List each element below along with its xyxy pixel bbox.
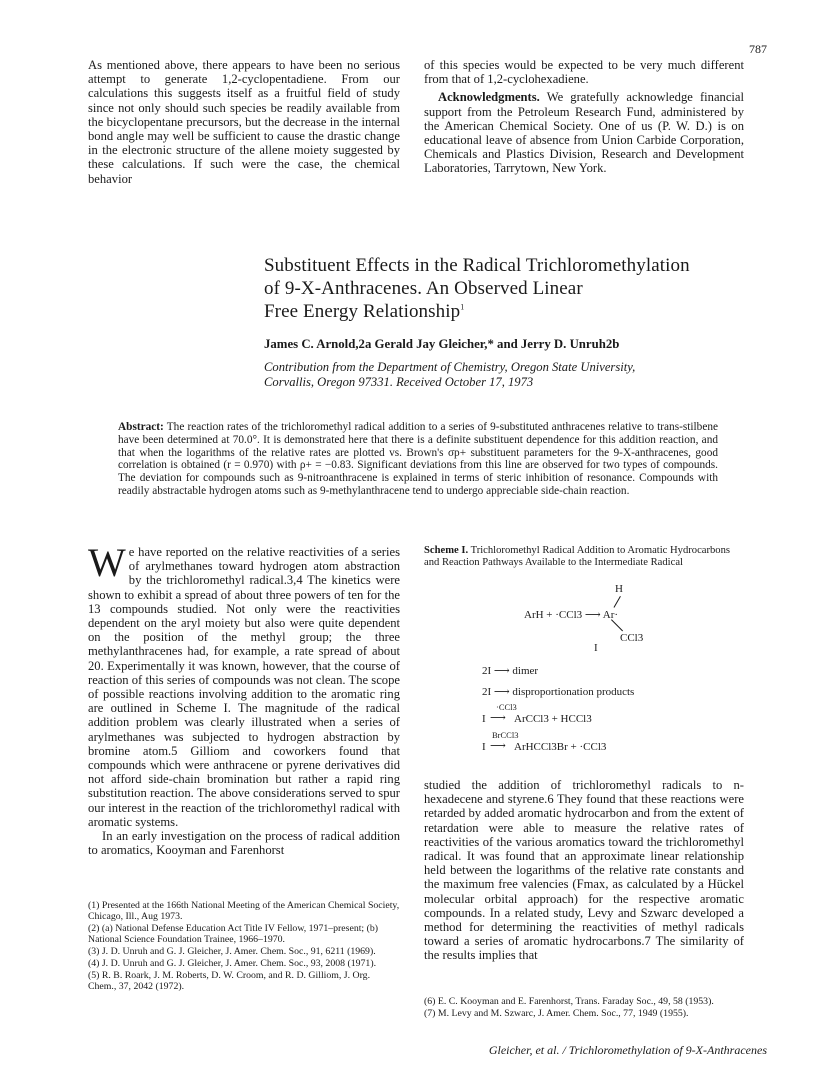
footnote-6: (6) E. C. Kooyman and E. Farenhorst, Trans. Faraday Soc., 49, 58 (1953).	[424, 996, 714, 1007]
title-footnote-mark: 1	[460, 302, 465, 312]
scheme-ccl3: CCl3	[620, 632, 644, 644]
ack-heading: Acknowledgments.	[438, 90, 540, 105]
footnotes-left	[88, 900, 400, 993]
affiliation	[264, 360, 744, 390]
top-right-column	[424, 58, 744, 176]
scheme-eq3: 2I ⟶ disproportionation products	[482, 686, 635, 698]
footnote-5: (5) R. B. Roark, J. M. Roberts, D. W. Croom, and R. D. Gilliom, J. Org. Chem., 37, 2042 (1972).	[88, 970, 371, 992]
scheme-arrow4-label: ·CCl3	[496, 702, 517, 712]
scheme-bond-h	[614, 596, 621, 608]
footnote-3: (3) J. D. Unruh and G. J. Gleicher, J. Amer. Chem. Soc., 91, 6211 (1969).	[88, 946, 376, 957]
running-footer: Gleicher, et al. / Trichloromethylation of 9-X-Anthracenes	[488, 1043, 767, 1057]
authors: James C. Arnold,2a Gerald Jay Gleicher,* and Jerry D. Unruh2b	[264, 337, 620, 351]
body-right-column	[424, 778, 744, 963]
drop-cap: W	[88, 540, 126, 585]
acknowledgments	[424, 90, 744, 175]
footnotes-right	[424, 996, 744, 1020]
scheme-1	[424, 580, 744, 810]
body-right-paragraph: studied the addition of trichloromethyl radicals to n-hexadecene and styrene.6 They found that these reactions were retarded by added aromatic hydrocarbon and from the extent of retardation were able to measure the relative rates of reactivities of the various aromatics toward the trichloromethyl radical. It was found that an approximate linear relationship held between the logarithms of the relative rate constants and the maximum free valencies (Fmax, as calculated by a Hückel molecular orbital approach) for the respective aromatic compounds. In a related study, Levy and Szwarc developed a method for determining the reactivities of methyl radicals toward a series of aromatic hydrocarbons.7 The similarity of the results implies that	[424, 778, 744, 963]
top-right-text: of this species would be expected to be very much different from that of 1,2-cyclohexadiene.	[424, 58, 744, 87]
affiliation-line-1: Contribution from the Department of Chemistry, Oregon State University,	[264, 360, 636, 374]
top-left-text: As mentioned above, there appears to have been no serious attempt to generate 1,2-cyclopentadiene. From our calculations this suggests itself as a fruitful field of study since not only should such species be readily available from the bicyclopentane precursors, but the decrease in the internal bond angle may well be sufficient to cause the drastic change in the electronic structure of the allene moiety suggested by these calculations. If such were the case, the chemical behavior	[88, 58, 400, 186]
ack-text: We gratefully acknowledge financial support from the Petroleum Research Fund, administered by the American Chemical Society. One of us (P. W. D.) is on educational leave of absence from Union Carbide Corporation, Chemicals and Plastics Division, Research and Development Laboratories, Tarrytown, New York.	[424, 90, 745, 176]
abstract-label: Abstract:	[118, 421, 164, 433]
scheme-title: Scheme I.	[424, 545, 469, 556]
footnote-7: (7) M. Levy and M. Szwarc, J. Amer. Chem. Soc., 77, 1949 (1955).	[424, 1008, 689, 1019]
body-left-column	[88, 540, 400, 858]
abstract-text: The reaction rates of the trichloromethyl radical addition to a series of 9-substituted anthracenes relative to trans-stilbene have been determined at 70.0°. It is demonstrated here that there is a definite substituent dependence for this addition reaction, and that when the logarithms of the relative rates are plotted vs. Brown's σp+ substituent parameters for the 9-X-anthracenes, good correlation is obtained (r = 0.970) with ρ+ = −0.83. Significant deviations from this line are observed for two types of compounds. The deviation for compounds such as 9-nitroanthracene is explained in terms of steric inhibition of resonance. Compounds with readily abstractable hydrogen atoms such as 9-methylanthracene tend to undergo appreciable side-chain reaction.	[118, 421, 718, 497]
scheme-bond-ccl3	[611, 619, 623, 631]
scheme-arrow4: ⟶	[490, 712, 506, 724]
title-line-3: Free Energy Relationship	[264, 301, 461, 322]
article-title	[264, 254, 744, 323]
scheme-eq1: ArH + ·CCl3 ⟶ Ar·	[524, 609, 619, 621]
body-left-paragraph-2: In an early investigation on the process of radical addition to aromatics, Kooyman and Farenhorst	[88, 829, 400, 858]
scheme-caption	[424, 545, 744, 569]
scheme-label-i: I	[594, 642, 598, 654]
scheme-eq4-rhs: ArCCl3 + HCCl3	[514, 713, 592, 725]
footnote-4: (4) J. D. Unruh and G. J. Gleicher, J. Amer. Chem. Soc., 93, 2008 (1971).	[88, 958, 377, 969]
title-line-2: of 9-X-Anthracenes. An Observed Linear	[264, 278, 583, 299]
footnote-1: (1) Presented at the 166th National Meeting of the American Chemical Society, Chicago, Ill., Aug 1973.	[88, 900, 400, 922]
body-left-paragraph-1: e have reported on the relative reactivities of a series of arylmethanes toward hydrogen atom abstraction by the trichloromethyl radical.3,4 The kinetics were shown to exhibit a spread of about three powers of ten for the 13 compounds studied. Not only were the reactivities dependent on the aryl moiety but also were quite dependent on the position of the methyl group; the three methylanthracenes had, for example, a rate spread of about 20. Experimentally it was known, however, that the course of reaction of this series of compounds was not clean. The scope of possible reactions involving addition to the aromatic ring are outlined in Scheme I. The magnitude of the radical addition problem was clearly illustrated when a series of arylmethanes was subjected to hydrogen abstraction by bromine atom.5 Gilliom and coworkers found that compounds which were anthracene or pyrene derivatives did not afford side-chain bromination but rather a rapid ring substitution reaction. The above considerations served to spur our interest in the reaction of the trichloromethyl radical with aromatic systems.	[88, 545, 400, 829]
scheme-eq5-lhs: I	[482, 741, 486, 753]
scheme-arrow5-label: BrCCl3	[492, 730, 519, 740]
page-number: 787	[749, 42, 767, 56]
scheme-caption-text: Trichloromethyl Radical Addition to Aromatic Hydrocarbons and Reaction Pathways Available to the Intermediate Radical	[424, 545, 731, 568]
scheme-arrow5: ⟶	[490, 740, 506, 752]
abstract	[118, 421, 718, 498]
title-line-1: Substituent Effects in the Radical Trichloromethylation	[264, 255, 690, 276]
scheme-eq5-rhs: ArHCCl3Br + ·CCl3	[514, 741, 607, 753]
scheme-eq4-lhs: I	[482, 713, 486, 725]
scheme-eq2: 2I ⟶ dimer	[482, 665, 539, 677]
top-left-paragraph	[88, 58, 400, 186]
scheme-h: H	[615, 583, 623, 595]
affiliation-line-2: Corvallis, Oregon 97331. Received October 17, 1973	[264, 375, 534, 389]
footnote-2: (2) (a) National Defense Education Act Title IV Fellow, 1971–present; (b) National Science Foundation Trainee, 1966–1970.	[88, 923, 379, 945]
